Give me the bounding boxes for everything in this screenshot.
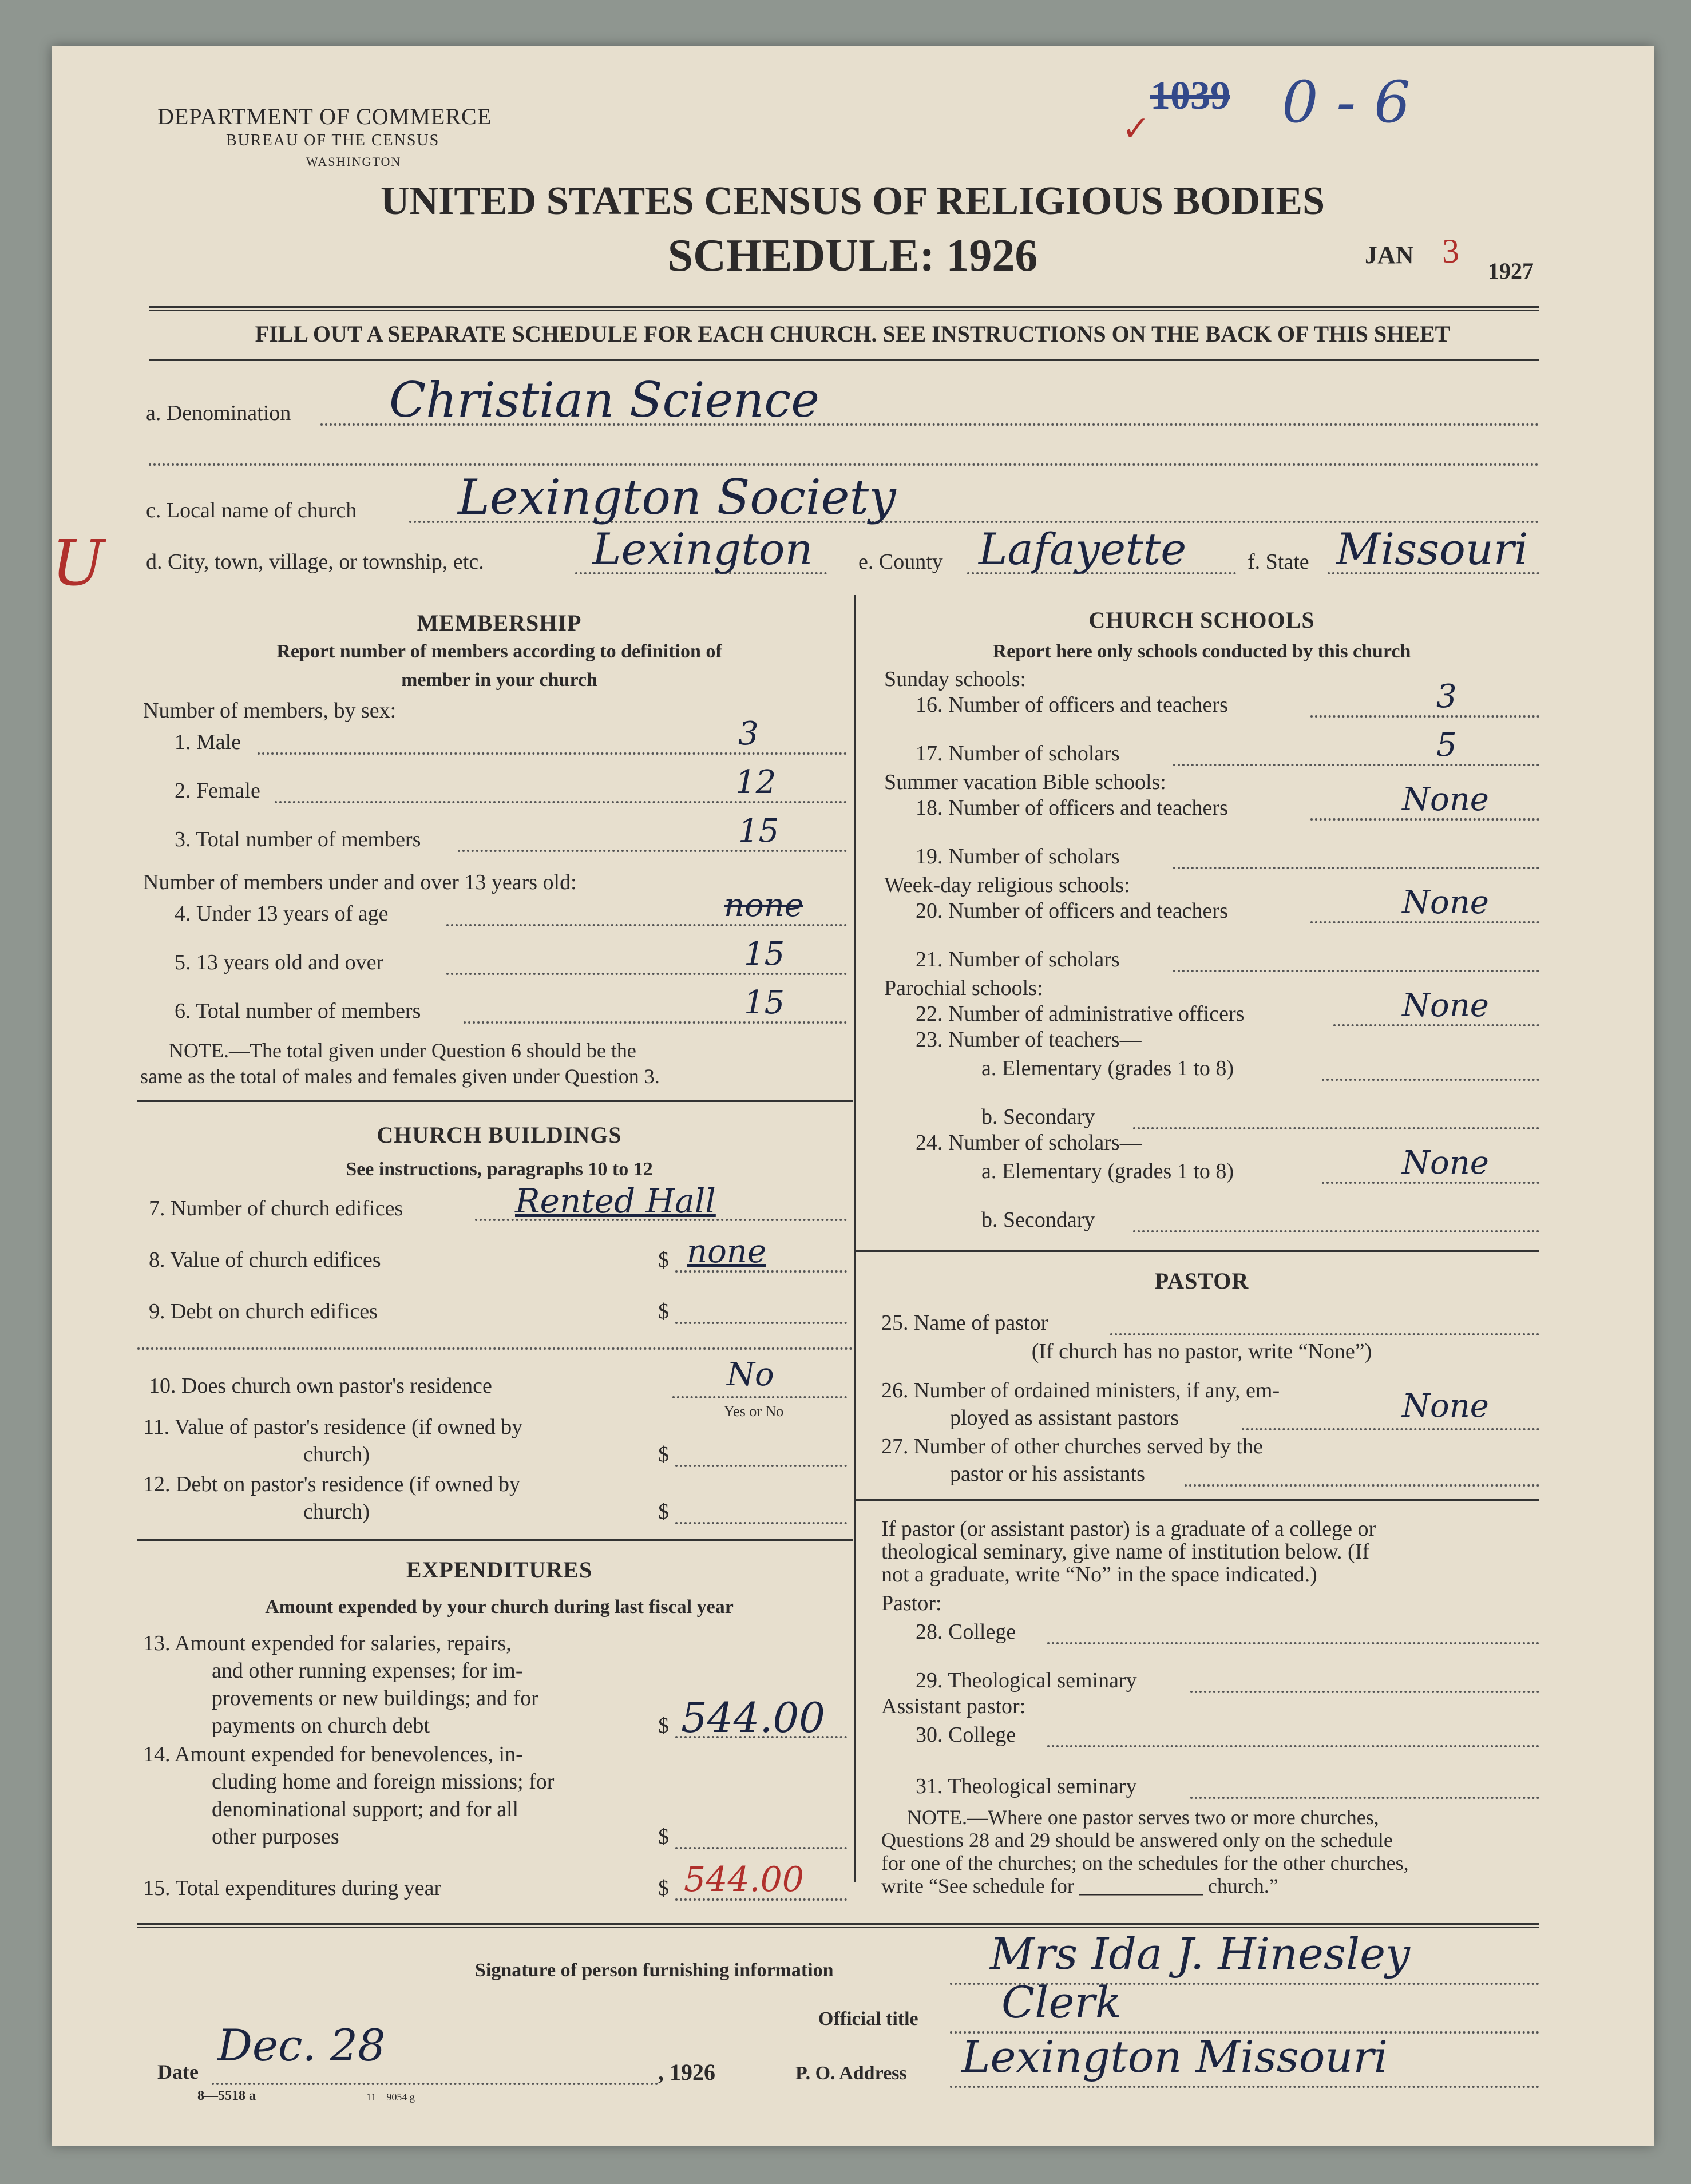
q20-line — [1310, 921, 1539, 923]
q4-value[interactable]: none — [724, 887, 803, 924]
q17-line — [1173, 764, 1539, 766]
q28-line — [1047, 1642, 1539, 1644]
header-rule-top — [149, 306, 1539, 308]
age-heading: Number of members under and over 13 years old: — [143, 870, 577, 894]
q15-label: 15. Total expenditures during year — [143, 1876, 442, 1900]
q19-label: 19. Number of scholars — [916, 845, 1120, 869]
buildings-intro: See instructions, paragraphs 10 to 12 — [346, 1159, 653, 1180]
stamp-code: 0 - 6 — [1282, 69, 1411, 136]
q27-line — [1185, 1484, 1539, 1487]
received-month: JAN — [1365, 241, 1414, 269]
q21-line — [1173, 970, 1539, 972]
buildings-rule — [137, 1539, 853, 1541]
q2-value[interactable]: 12 — [735, 764, 777, 801]
q4-line — [446, 924, 847, 926]
q25-hint: (If church has no pastor, write “None”) — [1031, 1339, 1372, 1363]
state-label: f. State — [1248, 550, 1309, 574]
q22-value[interactable]: None — [1402, 987, 1489, 1024]
q11-label-a: 11. Value of pastor's residence (if owned by — [143, 1415, 523, 1439]
q12-line — [675, 1522, 847, 1524]
city-label: d. City, town, village, or township, etc. — [146, 550, 484, 574]
denomination-label: a. Denomination — [146, 401, 291, 425]
q1-value[interactable]: 3 — [738, 715, 759, 752]
q18-line — [1310, 818, 1539, 821]
header-rule-bottom — [149, 359, 1539, 361]
census-schedule-sheet — [52, 46, 1654, 2146]
q31-line — [1190, 1797, 1539, 1799]
q23b-label: b. Secondary — [981, 1105, 1095, 1129]
signature-value[interactable]: Mrs Ida J. Hinesley — [990, 1928, 1411, 1979]
county-label: e. County — [858, 550, 943, 574]
q24b-line — [1133, 1230, 1539, 1232]
q6-line — [464, 1021, 847, 1024]
address-line — [950, 2086, 1539, 2088]
q22-label: 22. Number of administrative officers — [916, 1002, 1245, 1026]
q21-label: 21. Number of scholars — [916, 948, 1120, 972]
q14-label-c: denominational support; and for all — [212, 1797, 519, 1821]
po-address-value[interactable]: Lexington Missouri — [961, 2031, 1388, 2082]
membership-rule — [137, 1100, 853, 1102]
received-year: 1927 — [1488, 258, 1534, 284]
county-value[interactable]: Lafayette — [979, 524, 1187, 574]
schools-heading: CHURCH SCHOOLS — [1088, 607, 1315, 633]
q14-label-b: cluding home and foreign missions; for — [212, 1770, 555, 1794]
q7-value[interactable]: Rented Hall — [515, 1182, 716, 1220]
q27-label-b: pastor or his assistants — [950, 1462, 1145, 1486]
graduate-text-3: not a graduate, write “No” in the space indicated.) — [881, 1563, 1317, 1587]
q3-line — [458, 850, 847, 852]
q13-label-b: and other running expenses; for im- — [212, 1659, 523, 1683]
buildings-heading: CHURCH BUILDINGS — [377, 1122, 622, 1148]
pastor-sub-label: Pastor: — [881, 1591, 942, 1615]
official-title-value[interactable]: Clerk — [1001, 1977, 1122, 2028]
q15-dollar: $ — [658, 1876, 669, 1900]
members-by-sex: Number of members, by sex: — [143, 699, 397, 723]
sunday-schools-label: Sunday schools: — [884, 667, 1027, 691]
q1-line — [258, 752, 847, 755]
q5-label: 5. 13 years old and over — [175, 950, 384, 974]
q3-value[interactable]: 15 — [738, 812, 779, 850]
q3-label: 3. Total number of members — [175, 827, 421, 851]
q18-label: 18. Number of officers and teachers — [916, 796, 1228, 820]
q24b-label: b. Secondary — [981, 1208, 1095, 1232]
q28-label: 28. College — [916, 1620, 1016, 1644]
q16-value[interactable]: 3 — [1436, 678, 1457, 715]
q23-label: 23. Number of teachers— — [916, 1028, 1142, 1052]
q10-hint: Yes or No — [724, 1403, 784, 1420]
margin-mark: U — [52, 526, 105, 600]
q23a-line — [1322, 1079, 1539, 1081]
q17-value[interactable]: 5 — [1436, 727, 1457, 764]
q13-label-d: payments on church debt — [212, 1714, 430, 1738]
footer-rule — [137, 1923, 1539, 1925]
q9-dollar: $ — [658, 1299, 669, 1323]
q18-value[interactable]: None — [1402, 781, 1489, 818]
date-line — [212, 2083, 658, 2085]
q20-value[interactable]: None — [1402, 884, 1489, 921]
denomination-value[interactable]: Christian Science — [389, 372, 820, 428]
q10-label: 10. Does church own pastor's residence — [149, 1374, 492, 1398]
form-title: UNITED STATES CENSUS OF RELIGIOUS BODIES — [380, 179, 1325, 223]
department-line: DEPARTMENT OF COMMERCE — [157, 104, 492, 129]
q8-line — [675, 1270, 847, 1273]
q10-line — [672, 1396, 847, 1398]
official-title-label: Official title — [818, 2008, 918, 2030]
q5-value[interactable]: 15 — [744, 936, 785, 973]
po-address-label: P. O. Address — [795, 2063, 907, 2084]
schools-rule — [856, 1250, 1539, 1252]
q29-label: 29. Theological seminary — [916, 1668, 1137, 1692]
q19-line — [1173, 867, 1539, 869]
received-day: 3 — [1442, 232, 1459, 270]
q11-label-b: church) — [303, 1442, 370, 1466]
city-value[interactable]: Lexington — [592, 524, 813, 574]
local-name-value[interactable]: Lexington Society — [458, 469, 896, 525]
header-rule-top-2 — [149, 310, 1539, 311]
q16-line — [1310, 715, 1539, 718]
weekday-schools-label: Week-day religious schools: — [884, 873, 1130, 897]
q11-dollar: $ — [658, 1442, 669, 1466]
q14-label-a: 14. Amount expended for benevolences, in- — [143, 1742, 523, 1766]
q30-line — [1047, 1745, 1539, 1747]
q12-label-b: church) — [303, 1500, 370, 1524]
q16-label: 16. Number of officers and teachers — [916, 693, 1228, 717]
q17-label: 17. Number of scholars — [916, 742, 1120, 766]
q31-label: 31. Theological seminary — [916, 1774, 1137, 1798]
q14-dollar: $ — [658, 1825, 669, 1849]
print-number: 11—9054 g — [366, 2091, 415, 2103]
q7-label: 7. Number of church edifices — [149, 1196, 403, 1220]
q24a-value[interactable]: None — [1402, 1144, 1489, 1182]
q8-value[interactable]: none — [687, 1233, 766, 1270]
buildings-separator — [137, 1347, 853, 1350]
q12-label-a: 12. Debt on pastor's residence (if owned by — [143, 1472, 521, 1496]
parochial-schools-label: Parochial schools: — [884, 976, 1043, 1000]
date-label: Date — [157, 2060, 199, 2083]
vacation-schools-label: Summer vacation Bible schools: — [884, 770, 1166, 794]
q5-line — [446, 973, 847, 975]
q6-value[interactable]: 15 — [744, 984, 785, 1021]
bureau-line: BUREAU OF THE CENSUS — [226, 132, 440, 149]
pastor-note-1: NOTE.—Where one pastor serves two or more churches, — [907, 1806, 1379, 1829]
q24a-line — [1322, 1182, 1539, 1184]
q20-label: 20. Number of officers and teachers — [916, 899, 1228, 923]
q15-value[interactable]: 544.00 — [684, 1860, 804, 1900]
q8-label: 8. Value of church edifices — [149, 1248, 381, 1272]
schedule-title: SCHEDULE: 1926 — [667, 231, 1038, 281]
q14-label-d: other purposes — [212, 1825, 339, 1849]
q11-line — [675, 1465, 847, 1467]
membership-intro-1: Report number of members according to definition of — [276, 641, 722, 662]
q2-line — [275, 801, 847, 803]
date-year: , 1926 — [658, 2059, 715, 2085]
q14-line — [675, 1847, 847, 1849]
q10-value[interactable]: No — [727, 1356, 774, 1393]
schools-intro: Report here only schools conducted by this church — [992, 641, 1411, 662]
q22-line — [1333, 1024, 1539, 1026]
instruction-banner: FILL OUT A SEPARATE SCHEDULE FOR EACH CHURCH. SEE INSTRUCTIONS ON THE BACK OF THIS SHEET — [255, 321, 1451, 347]
pastor-heading: PASTOR — [1154, 1268, 1249, 1294]
q9-line — [675, 1322, 847, 1324]
column-divider — [854, 595, 856, 1882]
pastor-note-4: write “See schedule for ____________ church.” — [881, 1874, 1278, 1897]
q23a-label: a. Elementary (grades 1 to 8) — [981, 1056, 1234, 1080]
pastor-note-3: for one of the churches; on the schedules for the other churches, — [881, 1852, 1409, 1874]
pastor-rule — [856, 1499, 1539, 1501]
q12-dollar: $ — [658, 1500, 669, 1524]
graduate-text-2: theological seminary, give name of institution below. (If — [881, 1540, 1370, 1564]
q25-label: 25. Name of pastor — [881, 1311, 1048, 1335]
q29-line — [1190, 1691, 1539, 1693]
q26-value[interactable]: None — [1402, 1388, 1489, 1425]
q23b-line — [1133, 1127, 1539, 1129]
assistant-sub-label: Assistant pastor: — [881, 1694, 1026, 1718]
q13-label-c: provements or new buildings; and for — [212, 1686, 538, 1710]
red-check-mark: ✓ — [1122, 110, 1151, 148]
q25-line — [1110, 1333, 1539, 1335]
q26-label-a: 26. Number of ordained ministers, if any, em- — [881, 1378, 1280, 1402]
expenditures-intro: Amount expended by your church during last fiscal year — [265, 1596, 734, 1618]
expenditures-heading: EXPENDITURES — [406, 1557, 593, 1583]
q1-label: 1. Male — [175, 730, 241, 754]
q26-label-b: ployed as assistant pastors — [950, 1406, 1179, 1430]
q30-label: 30. College — [916, 1723, 1016, 1747]
membership-note-2: same as the total of males and females given under Question 3. — [140, 1065, 660, 1088]
q13-value[interactable]: 544.00 — [681, 1694, 825, 1742]
graduate-text-1: If pastor (or assistant pastor) is a graduate of a college or — [881, 1517, 1376, 1541]
q9-label: 9. Debt on church edifices — [149, 1299, 378, 1323]
q27-label-a: 27. Number of other churches served by the — [881, 1434, 1263, 1458]
q26-line — [1242, 1428, 1539, 1430]
city-line: WASHINGTON — [306, 154, 402, 169]
membership-note-1: NOTE.—The total given under Question 6 should be the — [169, 1039, 636, 1062]
q13-label-a: 13. Amount expended for salaries, repairs, — [143, 1631, 512, 1655]
state-value[interactable]: Missouri — [1336, 524, 1528, 574]
signature-label: Signature of person furnishing information — [475, 1960, 834, 1981]
q4-label: 4. Under 13 years of age — [175, 902, 389, 926]
q13-dollar: $ — [658, 1714, 669, 1738]
local-name-label: c. Local name of church — [146, 498, 357, 522]
pastor-note-2: Questions 28 and 29 should be answered only on the schedule — [881, 1829, 1393, 1852]
q2-label: 2. Female — [175, 779, 260, 803]
q24-label: 24. Number of scholars— — [916, 1131, 1142, 1155]
stamp-number: 1039 — [1150, 74, 1230, 118]
q8-dollar: $ — [658, 1248, 669, 1272]
q6-label: 6. Total number of members — [175, 999, 421, 1023]
denomination-extra-line — [149, 463, 1539, 466]
membership-heading: MEMBERSHIP — [417, 610, 582, 636]
form-number: 8—5518 a — [197, 2088, 256, 2103]
membership-intro-2: member in your church — [401, 669, 597, 691]
q24a-label: a. Elementary (grades 1 to 8) — [981, 1159, 1234, 1183]
date-value[interactable]: Dec. 28 — [217, 2020, 386, 2071]
